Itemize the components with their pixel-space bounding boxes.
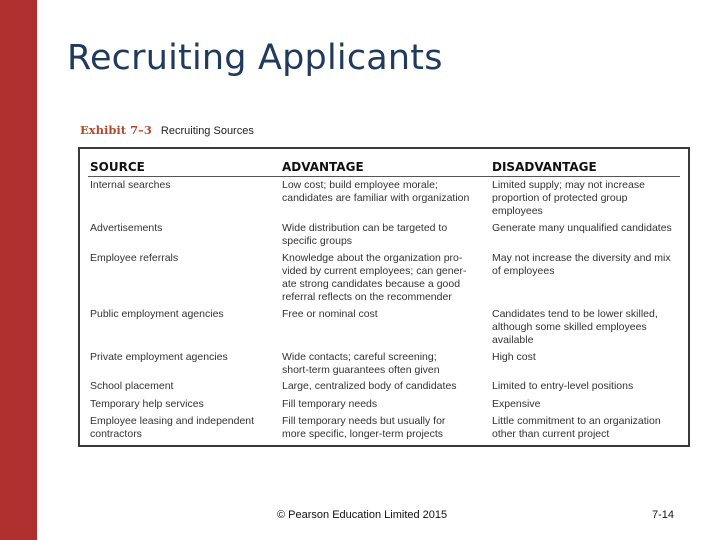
source-cell: Temporary help services xyxy=(90,398,204,410)
disadvantage-cell: Limited to entry-level positions xyxy=(492,380,634,392)
disadvantage-cell: Expensive xyxy=(492,398,541,410)
disadvantage-cell: Generate many unqualified candidates xyxy=(492,222,672,234)
disadvantage-cell: Candidates tend to be lower skilled, although some skilled employees available xyxy=(492,308,658,346)
source-cell: Employee leasing and independent contractors xyxy=(90,415,255,440)
recruiting-sources-table xyxy=(78,147,690,447)
left-accent-bar xyxy=(0,0,37,540)
slide-title: Recruiting Applicants xyxy=(67,38,443,78)
footer-copyright: © Pearson Education Limited 2015 xyxy=(277,509,448,521)
advantage-cell: Large, centralized body of candidates xyxy=(282,380,457,392)
page-number: 7-14 xyxy=(652,509,675,521)
advantage-cell: Wide contacts; careful screening; short-term guarantees often given xyxy=(282,351,440,376)
advantage-cell: Fill temporary needs xyxy=(282,398,378,410)
disadvantage-cell: High cost xyxy=(492,351,536,363)
disadvantage-cell: May not increase the diversity and mix of employees xyxy=(492,252,671,277)
header-advantage: ADVANTAGE xyxy=(282,160,364,174)
source-cell: Public employment agencies xyxy=(90,308,224,320)
advantage-cell: Low cost; build employee morale; candidates are familiar with organization xyxy=(282,179,470,204)
advantage-cell: Knowledge about the organization pro- vided by current employees; can gener- ate strong candidates because a good referral reflects on the recommender xyxy=(282,252,467,303)
source-cell: Advertisements xyxy=(90,222,163,234)
exhibit-caption xyxy=(80,123,254,137)
header-disadvantage: DISADVANTAGE xyxy=(492,160,597,174)
header-divider xyxy=(88,176,680,177)
advantage-cell: Wide distribution can be targeted to specific groups xyxy=(282,222,448,247)
advantage-cell: Fill temporary needs but usually for more specific, longer-term projects xyxy=(282,415,446,440)
source-cell: Private employment agencies xyxy=(90,351,228,363)
exhibit-number: Exhibit 7–3 xyxy=(80,123,152,137)
source-cell: Employee referrals xyxy=(90,252,179,264)
disadvantage-cell: Little commitment to an organization other than current project xyxy=(492,415,661,440)
source-cell: Internal searches xyxy=(90,179,171,191)
disadvantage-cell: Limited supply; may not increase proportion of protected group employees xyxy=(492,179,645,217)
header-source: SOURCE xyxy=(90,160,145,174)
exhibit-title: Recruiting Sources xyxy=(160,125,254,137)
source-cell: School placement xyxy=(90,380,174,392)
advantage-cell: Free or nominal cost xyxy=(282,308,378,320)
